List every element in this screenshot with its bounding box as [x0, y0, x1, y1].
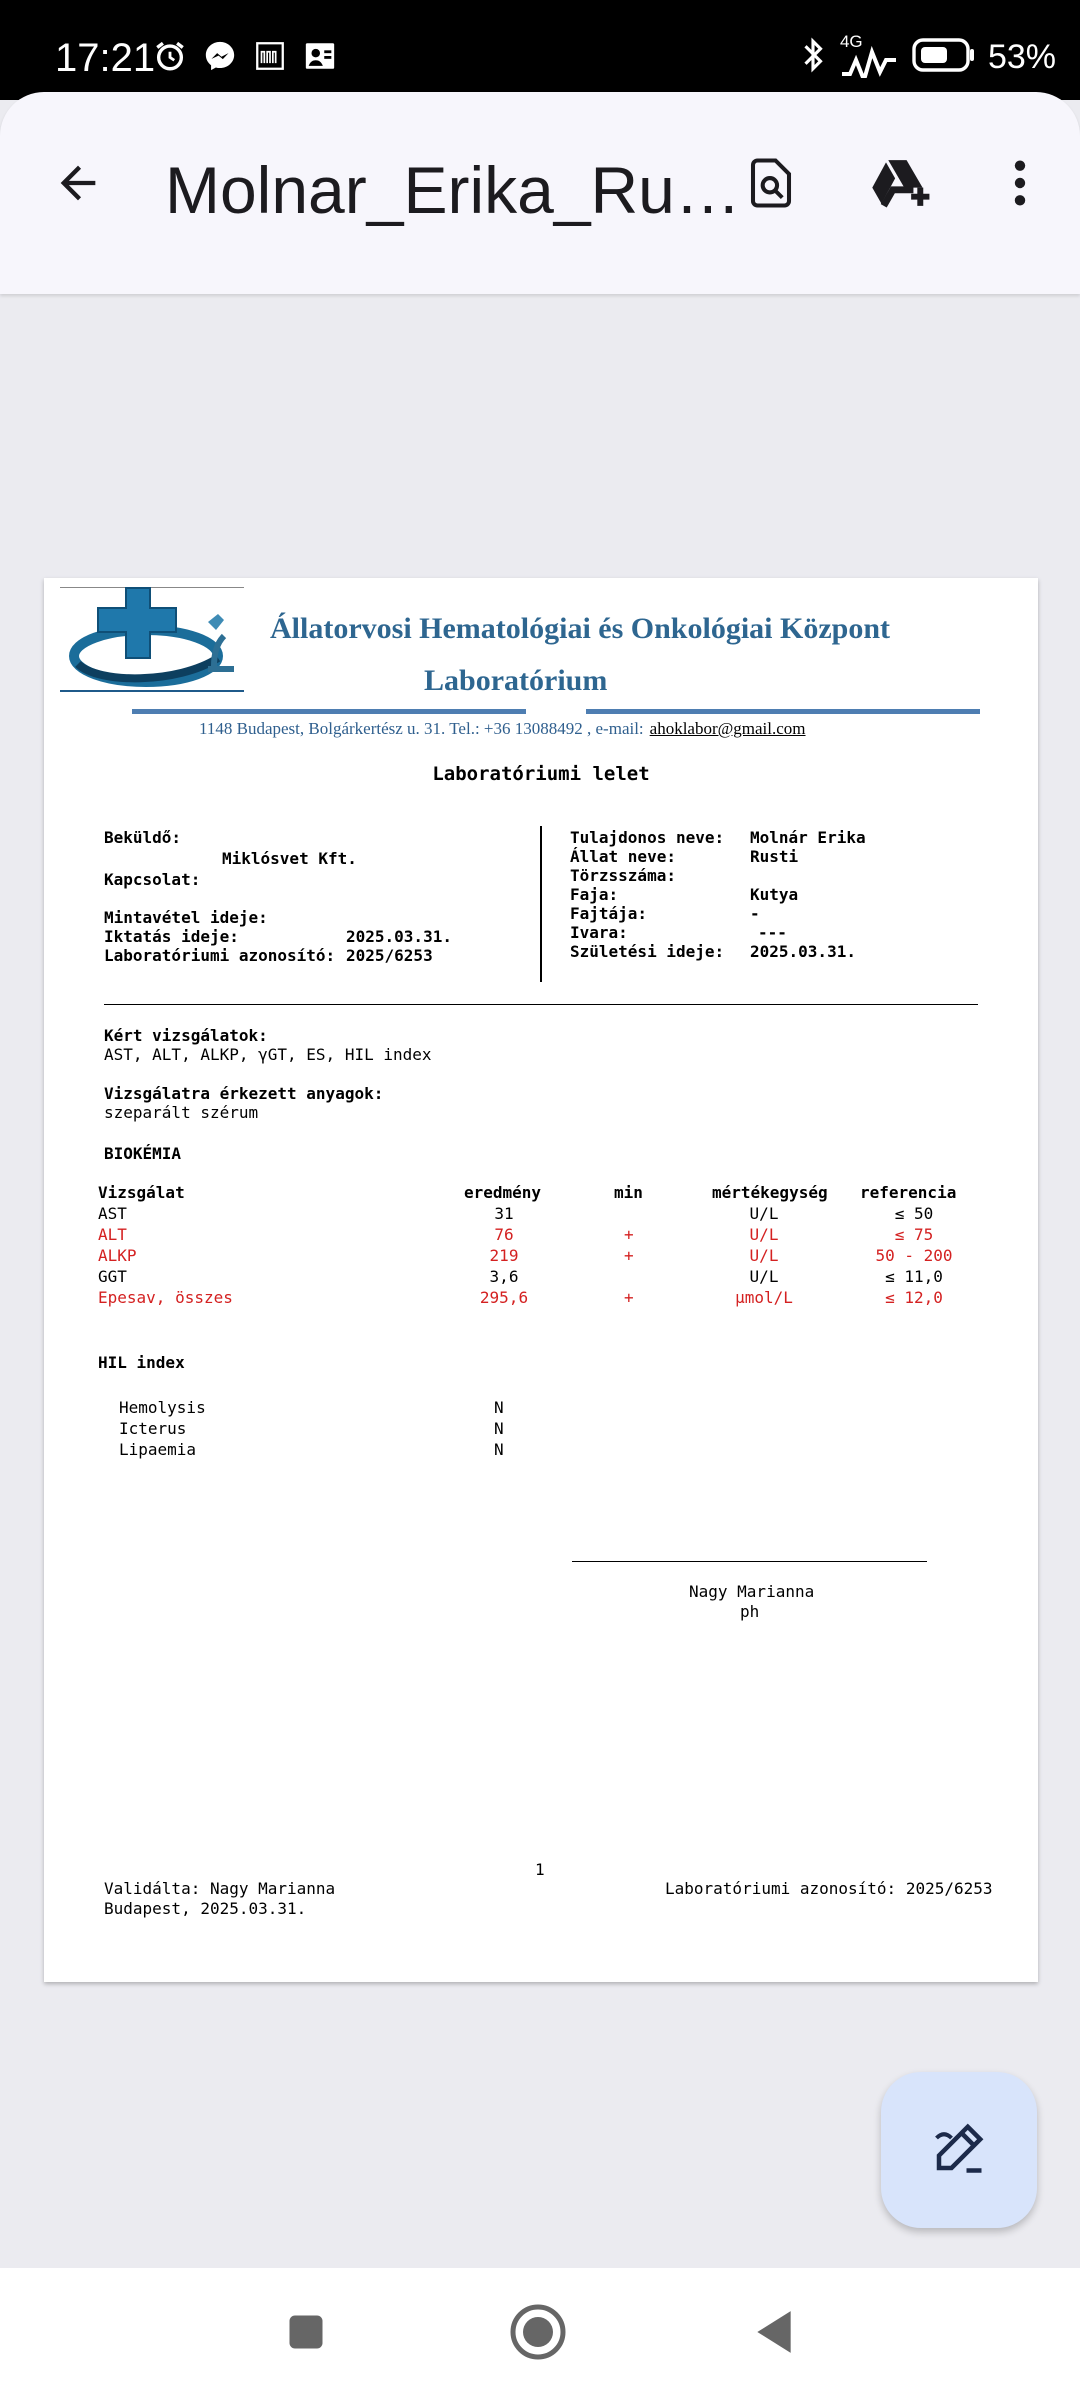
test-unit: U/L: [749, 1225, 779, 1244]
network-type: 4G: [839, 31, 863, 51]
annotate-button[interactable]: [881, 2072, 1037, 2228]
filing-value: 2025.03.31.: [346, 927, 452, 946]
test-reference: ≤ 50: [894, 1204, 934, 1223]
sender-value: Miklósvet Kft.: [222, 849, 357, 868]
hil-heading: HIL index: [98, 1353, 185, 1372]
test-unit: U/L: [749, 1267, 779, 1286]
col-header-test: Vizsgálat: [98, 1183, 185, 1202]
alarm-icon: [152, 38, 188, 74]
hil-value: N: [494, 1440, 504, 1459]
edit-pen-icon: [929, 2118, 989, 2182]
col-header-result: eredmény: [464, 1183, 542, 1202]
recents-button[interactable]: [270, 2298, 342, 2370]
contact-label: Kapcsolat:: [104, 870, 201, 889]
sampling-label: Mintavétel ideje:: [104, 908, 268, 927]
search-document-icon: [744, 156, 798, 214]
animal-name-label: Állat neve:: [570, 847, 676, 866]
requested-tests-value: AST, ALT, ALKP, γGT, ES, HIL index: [104, 1045, 432, 1064]
home-circle-icon: [508, 2302, 568, 2366]
lab-id-value: 2025/6253: [346, 946, 433, 965]
material-label: Vizsgálatra érkezett anyagok:: [104, 1084, 384, 1103]
birth-date-value: 2025.03.31.: [750, 942, 856, 961]
species-value: Kutya: [750, 885, 799, 904]
battery-icon: [912, 37, 976, 78]
footer-place-date: Budapest, 2025.03.31.: [104, 1899, 307, 1918]
signature-line: [572, 1561, 927, 1562]
sex-label: Ivara:: [570, 923, 628, 942]
email-link[interactable]: ahoklabor@gmail.com: [649, 719, 806, 738]
test-reference: ≤ 12,0: [885, 1288, 943, 1307]
hil-value: N: [494, 1398, 504, 1417]
test-flag: +: [624, 1288, 634, 1307]
test-unit: µmol/L: [735, 1288, 793, 1307]
test-name: GGT: [98, 1267, 127, 1286]
status-bar: [0, 0, 1080, 100]
header-underline: [60, 690, 244, 692]
add-to-drive-icon: [870, 155, 934, 215]
breed-value: -: [750, 904, 760, 923]
species-label: Faja:: [570, 885, 619, 904]
test-result: 3,6: [489, 1267, 519, 1286]
back-button[interactable]: [40, 147, 116, 223]
test-name: AST: [98, 1204, 127, 1223]
organization-subtitle: Laboratórium: [424, 664, 608, 697]
test-reference: ≤ 75: [894, 1225, 934, 1244]
footer-validated: Validálta: Nagy Marianna: [104, 1879, 336, 1898]
col-header-reference: referencia: [860, 1183, 957, 1202]
test-flag: +: [624, 1246, 634, 1265]
hil-label: Icterus: [119, 1419, 187, 1438]
battery-percent: 53%: [987, 38, 1056, 76]
breed-label: Fajtája:: [570, 904, 648, 923]
header-rule: [586, 709, 980, 714]
registry-label: Törzsszáma:: [570, 866, 676, 885]
hil-label: Hemolysis: [119, 1398, 206, 1417]
sex-value: ---: [758, 923, 787, 942]
owner-name-label: Tulajdonos neve:: [570, 828, 725, 847]
recents-square-icon: [284, 2310, 328, 2358]
birth-date-label: Születési ideje:: [570, 942, 725, 961]
test-unit: U/L: [749, 1246, 779, 1265]
save-to-drive-button[interactable]: [864, 147, 940, 223]
test-result: 219: [489, 1246, 519, 1265]
status-right: [798, 31, 1056, 79]
test-result: 31: [494, 1204, 514, 1223]
status-time: 17:21: [55, 36, 156, 80]
home-button[interactable]: [502, 2298, 574, 2370]
pdf-page: [44, 578, 1038, 1982]
info-divider: [540, 826, 542, 982]
test-result: 295,6: [479, 1288, 529, 1307]
back-arrow-icon: [52, 157, 104, 213]
test-result: 76: [494, 1225, 514, 1244]
col-header-unit: mértékegység: [712, 1183, 828, 1202]
back-nav-button[interactable]: [738, 2298, 810, 2370]
test-flag: +: [624, 1225, 634, 1244]
test-name: ALT: [98, 1225, 127, 1244]
notification-icons: [152, 38, 338, 74]
hil-value: N: [494, 1419, 504, 1438]
filing-label: Iktatás ideje:: [104, 927, 239, 946]
test-name: Epesav, összes: [98, 1288, 233, 1307]
app-notification-icon: [252, 38, 288, 74]
address-line: [199, 719, 806, 739]
laboratory-logo: [58, 586, 248, 696]
organization-name: Állatorvosi Hematológiai és Onkológiai Központ: [270, 612, 890, 645]
signal-icon: [839, 31, 900, 78]
app-bar: [0, 92, 1080, 294]
sender-label: Beküldő:: [104, 828, 182, 847]
test-name: ALKP: [98, 1246, 137, 1265]
system-navigation-bar: [0, 2268, 1080, 2400]
back-triangle-icon: [752, 2307, 796, 2361]
section-divider: [104, 1004, 978, 1005]
requested-tests-label: Kért vizsgálatok:: [104, 1026, 268, 1045]
signature-name: Nagy Marianna: [689, 1582, 815, 1601]
document-title: Molnar_Erika_Ru…: [165, 153, 741, 227]
lab-id-label: Laboratóriumi azonosító:: [104, 946, 336, 965]
animal-name-value: Rusti: [750, 847, 799, 866]
address-text: 1148 Budapest, Bolgárkertész u. 31. Tel.: +36 13088492 , e-mail:: [199, 719, 644, 738]
report-title: Laboratóriumi lelet: [432, 763, 650, 785]
messenger-icon: [202, 38, 238, 74]
bluetooth-icon: [798, 36, 828, 79]
biochemistry-heading: BIOKÉMIA: [104, 1144, 182, 1163]
material-value: szeparált szérum: [104, 1103, 259, 1122]
signature-title: ph: [740, 1602, 760, 1621]
col-header-min: min: [614, 1183, 643, 1202]
header-rule: [132, 709, 526, 714]
owner-name-value: Molnár Erika: [750, 828, 866, 847]
test-unit: U/L: [749, 1204, 779, 1223]
test-reference: 50 - 200: [875, 1246, 953, 1265]
footer-lab-id: Laboratóriumi azonosító: 2025/6253: [665, 1879, 993, 1898]
test-reference: ≤ 11,0: [885, 1267, 943, 1286]
hil-label: Lipaemia: [119, 1440, 197, 1459]
more-vert-icon: [1010, 157, 1030, 213]
find-in-document-button[interactable]: [733, 147, 809, 223]
contact-card-icon: [302, 38, 338, 74]
more-options-button[interactable]: [982, 147, 1058, 223]
page-number: 1: [535, 1860, 545, 1879]
